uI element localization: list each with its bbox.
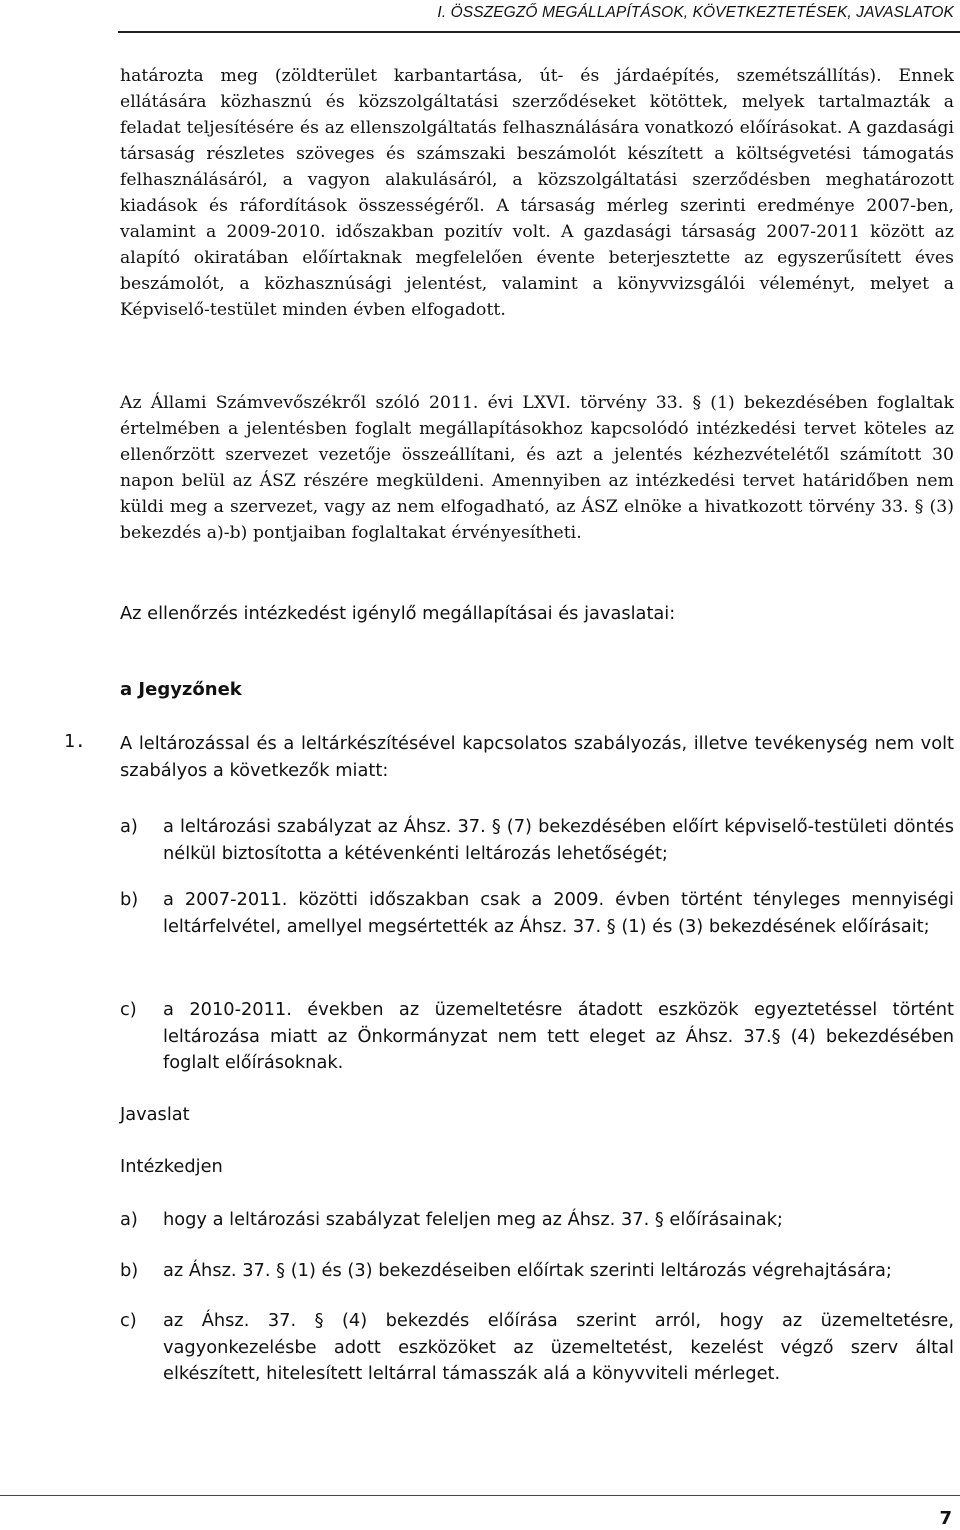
running-title: I. ÖSSZEGZŐ MEGÁLLAPÍTÁSOK, KÖVETKEZTETÉSEK, JAVASLATOK <box>437 4 954 21</box>
paragraph-1: határozta meg (zöldterület karbantartása, út- és járdaépítés, szemétszállítás). Ennek ellátására közhasznú és közszolgáltatási szerződéseket kötöttek, melyek tartalmazták a feladat teljesítésére és az ellenszolgáltatás felhasználására vonatkozó előírásokat. A gazdasági társaság részletes szöveges és számszaki beszámolót készített a költségvetési támogatás felhasználásáról, a vagyon alakulásáról, a közszolgáltatási szerződésben meghatározott kiadások és ráfordítások összességéről. A társaság mérleg szerinti eredménye 2007-ben, valamint a 2009-2010. időszakban pozitív volt. A gazdasági társaság 2007-2011 között az alapító okiratában előírtaknak megfelelően évente beterjesztette az egyszerűsített éves beszámolót, a közhasznúsági jelentést, valamint a könyvvizsgálói véleményt, melyet a Képviselő-testület minden évben elfogadott. <box>120 66 954 320</box>
finding-text: A leltározással és a leltárkészítésével kapcsolatos szabályozás, illetve tevékenység nem volt szabályos a következők miatt: <box>120 733 954 781</box>
paragraph-2: Az Állami Számvevőszékről szóló 2011. évi LXVI. törvény 33. § (1) bekezdésében foglaltak értelmében a jelentésben foglalt megállapításokhoz kapcsolódó intézkedési tervet köteles az ellenőrzött szervezet vezetője összeállítani, és azt a jelentés kézhezvételétől számított 30 napon belül az ÁSZ részére megküldeni. Amennyiben az intézkedési tervet határidőben nem küldi meg a szervezet, vagy az nem elfogadható, az ÁSZ elnöke a hivatkozott törvény 33. § (3) bekezdés a)-b) pontjaiban foglaltakat érvényesítheti. <box>120 393 954 543</box>
footer-rule <box>0 1495 960 1496</box>
action-item-a-text: hogy a leltározási szabályzat feleljen meg az Áhsz. 37. § előírásainak; <box>163 1209 783 1230</box>
intezkedjen-label: Intézkedjen <box>120 1156 223 1177</box>
header-rule <box>118 31 960 33</box>
finding-number: 1. <box>64 731 86 752</box>
finding-item-b-label: b) <box>120 889 139 910</box>
page-number: 7 <box>939 1508 952 1529</box>
javaslat-label: Javaslat <box>120 1104 190 1125</box>
finding-item-a-text: a leltározási szabályzat az Áhsz. 37. § (7) bekezdésében előírt képviselő-testületi döntés nélkül biztosította a kétévenkénti leltározás lehetőségét; <box>163 816 954 864</box>
running-header <box>0 0 960 28</box>
action-item-c-text: az Áhsz. 37. § (4) bekezdés előírása szerint arról, hogy az üzemeltetésre, vagyonkezelésbe adott eszközöket az üzemeltetést, kezelést végző szerv által elkészített, hitelesített leltárral támasszák alá a könyvviteli mérleget. <box>163 1310 954 1384</box>
finding-item-c-label: c) <box>120 999 137 1020</box>
action-item-a-label: a) <box>120 1209 138 1230</box>
action-item-c-label: c) <box>120 1310 137 1331</box>
action-item-b-label: b) <box>120 1260 139 1281</box>
finding-item-a-label: a) <box>120 816 138 837</box>
finding-item-c-text: a 2010-2011. években az üzemeltetésre átadott eszközök egyeztetéssel történt leltározása miatt az Önkormányzat nem tett eleget az Áhsz. 37.§ (4) bekezdésében foglalt előírásoknak. <box>163 999 954 1073</box>
finding-item-b-text: a 2007-2011. közötti időszakban csak a 2009. évben történt tényleges mennyiségi leltárfelvétel, amellyel megsértették az Áhsz. 37. § (1) és (3) bekezdésének előírásait; <box>163 889 954 937</box>
addressee-heading: a Jegyzőnek <box>120 679 242 700</box>
action-item-b-text: az Áhsz. 37. § (1) és (3) bekezdéseiben előírtak szerinti leltározás végrehajtására; <box>163 1260 892 1281</box>
intro-line: Az ellenőrzés intézkedést igénylő megállapításai és javaslatai: <box>120 603 676 624</box>
